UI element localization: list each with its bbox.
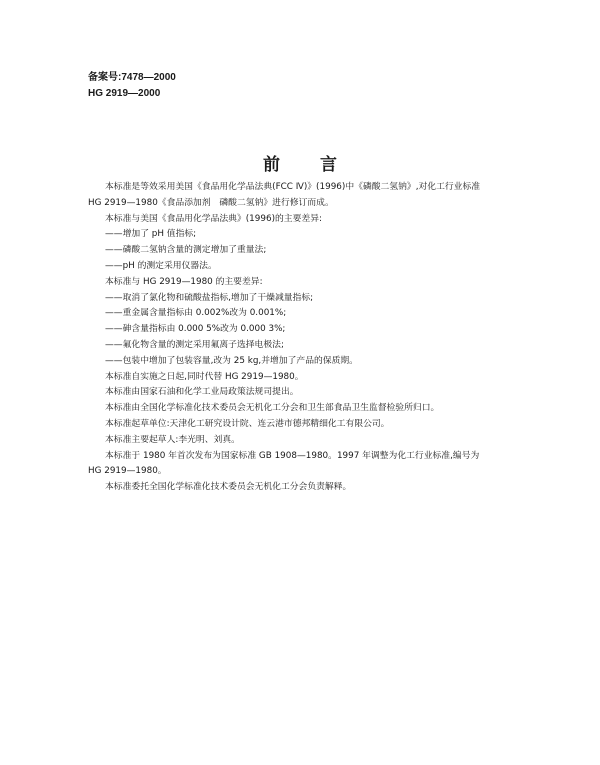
paragraph-10: 本标准委托全国化学标准化技术委员会无机化工分会负责解释。 bbox=[105, 482, 352, 493]
paragraph-9-cont: HG 2919—1980。 bbox=[88, 466, 167, 477]
paragraph-7: 本标准起草单位:天津化工研究设计院、连云港市德邦精细化工有限公司。 bbox=[105, 418, 390, 429]
list-item: ——磷酸二氢钠含量的测定增加了重量法; bbox=[105, 245, 267, 256]
list-item: ——pH 的测定采用仪器法。 bbox=[105, 260, 217, 271]
list-item: ——重金属含量指标由 0.002%改为 0.001%; bbox=[105, 308, 287, 319]
paragraph-1-cont: HG 2919—1980《食品添加剂 磷酸二氢钠》进行修订而成。 bbox=[88, 197, 334, 208]
paragraph-1: 本标准是等效采用美国《食品用化学品法典(FCC Ⅳ)》(1996)中《磷酸二氢钠》,对化工行业标准 bbox=[105, 182, 481, 192]
paragraph-5: 本标准由国家石油和化学工业局政策法规司提出。 bbox=[105, 387, 299, 398]
document-header bbox=[88, 70, 176, 102]
paragraph-9: 本标准于 1980 年首次发布为国家标准 GB 1908—1980。1997 年调整为化工行业标准,编号为 bbox=[105, 450, 480, 461]
list-item: ——增加了 pH 值指标; bbox=[105, 229, 197, 240]
paragraph-4: 本标准自实施之日起,同时代替 HG 2919—1980。 bbox=[105, 371, 304, 382]
paragraph-8: 本标准主要起草人:李光明、刘真。 bbox=[105, 434, 240, 445]
paragraph-3: 本标准与 HG 2919—1980 的主要差异: bbox=[105, 276, 263, 287]
list-item: ——砷含量指标由 0.000 5%改为 0.000 3%; bbox=[105, 324, 286, 335]
paragraph-6: 本标准由全国化学标准化技术委员会无机化工分会和卫生部食品卫生监督检验所归口。 bbox=[105, 403, 440, 414]
standard-code: HG 2919—2000 bbox=[88, 88, 161, 99]
list-item: ——包装中增加了包装容量,改为 25 kg,并增加了产品的保质期。 bbox=[105, 355, 358, 366]
paragraph-2: 本标准与美国《食品用化学品法典》(1996)的主要差异: bbox=[105, 213, 322, 224]
list-item: ——氟化物含量的测定采用氟离子选择电极法; bbox=[105, 339, 284, 350]
foreword-body bbox=[88, 180, 578, 496]
page-title: 前言 bbox=[263, 155, 377, 175]
list-item: ——取消了氯化物和硫酸盐指标,增加了干燥减量指标; bbox=[105, 292, 314, 303]
record-number: 备案号:7478—2000 bbox=[88, 72, 176, 83]
